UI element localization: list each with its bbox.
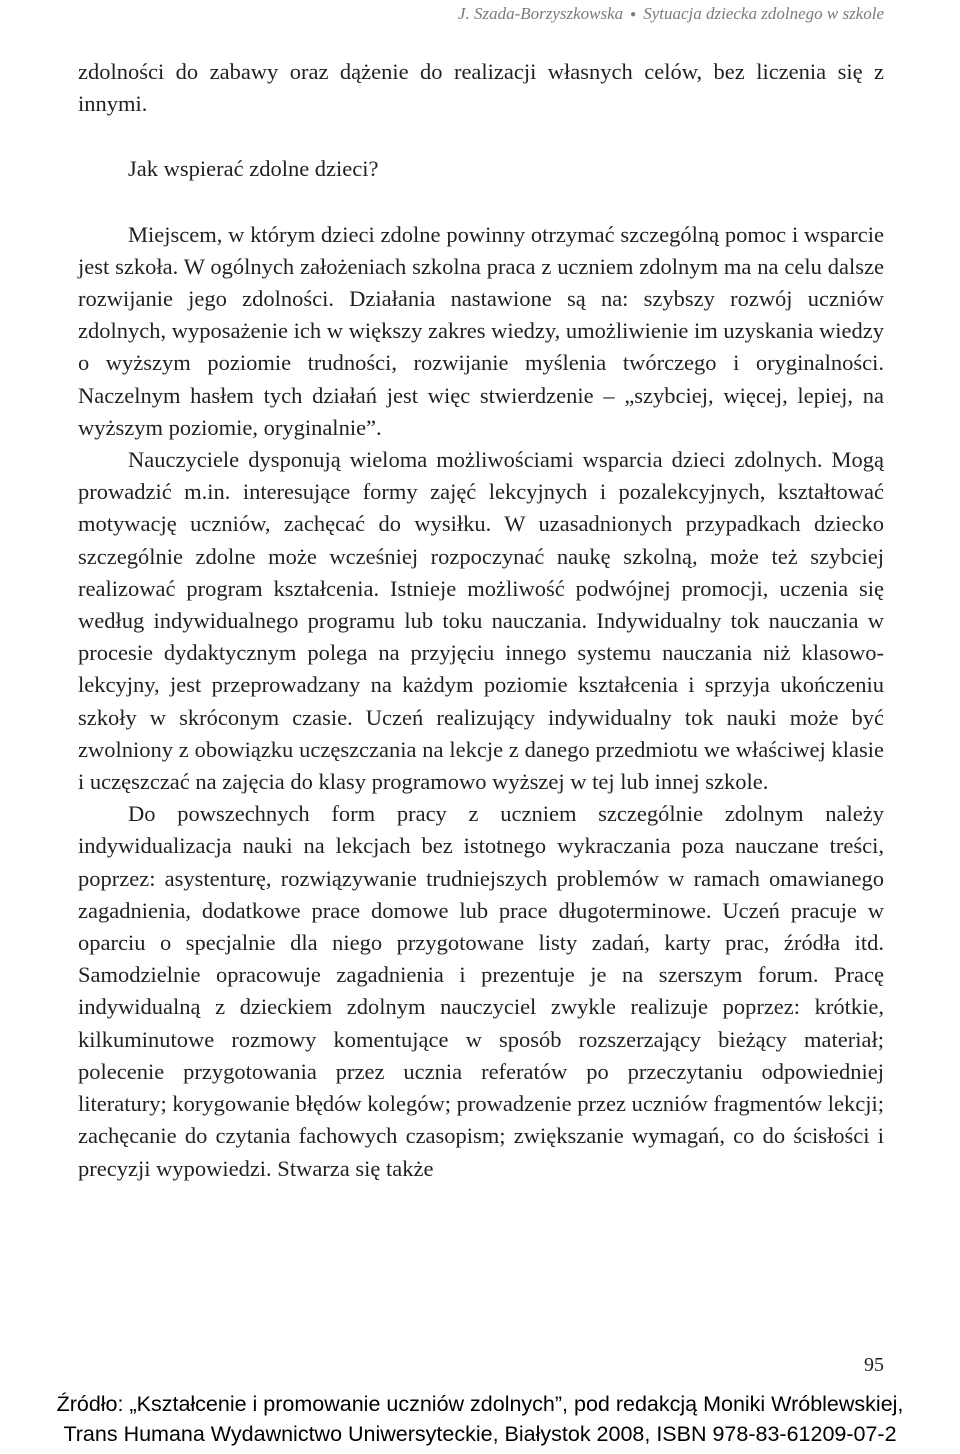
header-author: J. Szada-Borzyszkowska (457, 4, 624, 23)
source-citation-line-2: Trans Humana Wydawnictwo Uniwersyteckie, Białystok 2008, ISBN 978-83-61209-07-2 (63, 1422, 897, 1446)
continuation-paragraph: zdolności do zabawy oraz dążenie do realizacji własnych celów, bez liczenia się z innymi. (78, 59, 884, 117)
body-paragraph-2: Nauczyciele dysponują wieloma możliwościami wsparcia dzieci zdolnych. Mogą prowadzić m.in. interesujące formy zajęć lekcyjnych i pozalekcyjnych, kształtować motywację uczniów, zachęcać do wysiłku. W uzasadnionych przypadkach dziecko szczególnie zdolne może wcześniej rozpoczynać naukę szkolną, może też szybciej realizować program kształcenia. Istnieje możliwość podwójnej promocji, uczenia się według indywidualnego programu lub toku nauczania. Indywidualny tok nauczania w procesie dydaktycznym polega na przyjęciu innego systemu nauczania niż klasowo-lekcyjny, jest przeprowadzany na każdym poziomie kształcenia i sprzyja ukończeniu szkoły w skróconym czasie. Uczeń realizujący indywidualny tok nauki może być zwolniony z obowiązku uczęszczania na lekcje z danego przedmiotu we właściwej klasie i uczęszczać na zajęcia do klasy programowo wyższej w tej lub innej szkole. (78, 447, 884, 795)
body-paragraph-3: Do powszechnych form pracy z uczniem szczególnie zdolnym należy indywidualizacja nauki na lekcjach bez istotnego wykraczania poza nauczane treści, poprzez: asystenturę, rozwiązywanie trudniejszych problemów w ramach omawianego zagadnienia, dodatkowe prace domowe lub prace długoterminowe. Uczeń pracuje w oparciu o specjalnie dla niego przygotowane listy zadań, karty prac, źródła itd. Samodzielnie opracowuje zagadnienia i prezentuje je na szerszym forum. Pracę indywidualną z dzieckiem zdolnym nauczyciel zwykle realizuje poprzez: krótkie, kilkuminutowe rozmowy komentujące w sposób rozszerzający bieżący materiał; polecenie przygotowania przez ucznia referatów po przeczytaniu odpowiedniej literatury; korygowanie błędów kolegów; prowadzenie przez uczniów fragmentów lekcji; zachęcanie do czytania fachowych czasopism; zwiększanie wymagań, co do ścisłości i precyzji wypowiedzi. Stwarza się także (78, 801, 884, 1181)
article-body (78, 56, 884, 1185)
header-separator-bullet: ● (630, 9, 637, 20)
page-number: 95 (864, 1354, 884, 1376)
body-paragraph-1: Miejscem, w którym dzieci zdolne powinny otrzymać szczególną pomoc i wsparcie jest szkoła. W ogólnych założeniach szkolna praca z uczniem zdolnym ma na celu dalsze rozwijanie jego zdolności. Działania nastawione są na: szybszy rozwój uczniów zdolnych, wyposażenie ich w większy zakres wiedzy, umożliwienie im uzyskania wiedzy o wyższym poziomie trudności, rozwijanie myślenia twórczego i oryginalności. Naczelnym hasłem tych działań jest więc stwierdzenie – „szybciej, więcej, lepiej, na wyższym poziomie, oryginalnie”. (78, 221, 884, 440)
section-heading: Jak wspierać zdolne dzieci? (128, 156, 379, 182)
source-citation-line-1: Źródło: „Kształcenie i promowanie uczniów zdolnych”, pod redakcją Moniki Wróblewskiej, (56, 1392, 904, 1416)
running-header (458, 4, 884, 24)
header-title: Sytuacja dziecka zdolnego w szkole (643, 4, 884, 23)
